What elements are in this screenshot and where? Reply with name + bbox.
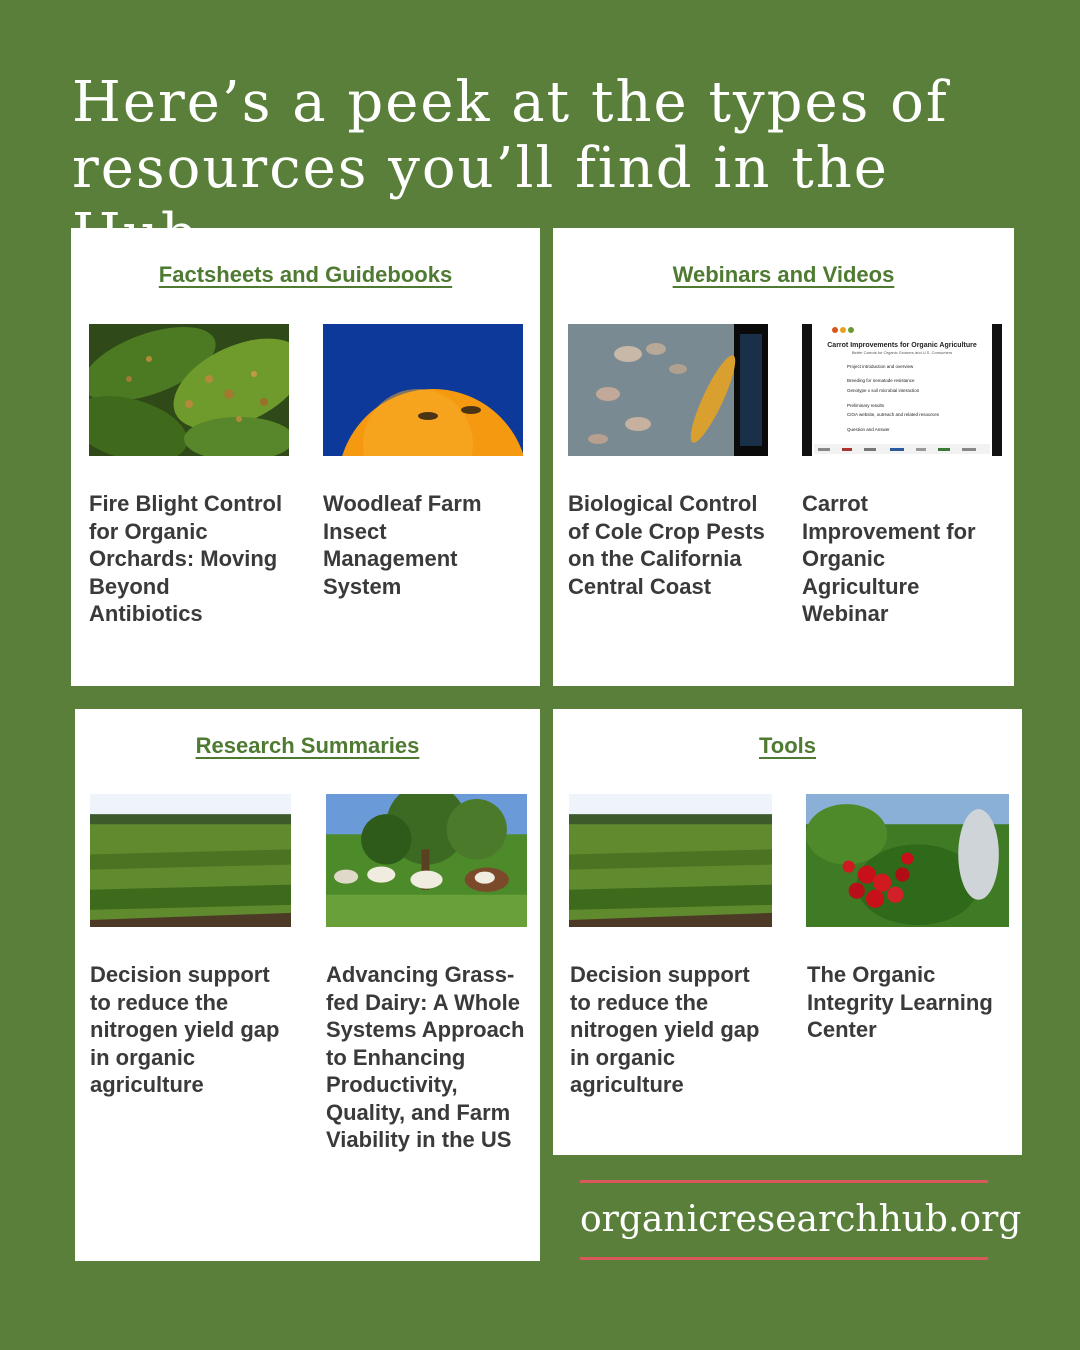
tools-card — [553, 709, 1022, 1155]
resource-title-fire-blight[interactable]: Fire Blight Control for Organic Orchards: Moving Beyond Antibiotics — [89, 491, 283, 626]
slide-bullet: Project introduction and overview — [847, 364, 914, 369]
slide-bullet: CIOA website, outreach and related resources — [847, 412, 940, 417]
orange-insect-image[interactable] — [323, 324, 523, 456]
slide-bullet: Preliminary results — [847, 403, 885, 408]
carrot-webinar-slide-thumbnail[interactable] — [802, 324, 1002, 456]
cornfield-image[interactable] — [569, 794, 772, 927]
resource-title-cole-crop[interactable]: Biological Control of Cole Crop Pests on the California Central Coast — [568, 491, 765, 599]
slide-bullet: Genotype x soil microbial interaction — [847, 388, 920, 393]
research-heading-link[interactable]: Research Summaries — [195, 733, 420, 758]
slide-bullet: Question and Answer — [847, 427, 890, 432]
website-url-link[interactable]: organicresearchhub.org — [580, 1180, 988, 1260]
resource-title-grass-fed-dairy[interactable]: Advancing Grass-fed Dairy: A Whole Systems Approach to Enhancing Productivity, Quality, and Farm Viability in the US — [326, 962, 525, 1152]
page-headline: Here’s a peek at the types of resources you’ll find in the — [72, 70, 949, 201]
dairy-cows-pasture-image[interactable] — [326, 794, 527, 927]
factsheets-card — [71, 228, 540, 686]
fire-blight-leaf-image[interactable] — [89, 324, 289, 456]
factsheets-heading-link[interactable]: Factsheets and Guidebooks — [158, 262, 453, 287]
tools-heading-link[interactable]: Tools — [758, 733, 817, 758]
slide-title: Carrot Improvements for Organic Agriculture — [827, 342, 977, 349]
resource-title-organic-integrity[interactable]: The Organic Integrity Learning Center — [807, 962, 993, 1042]
cole-crop-video-thumbnail[interactable] — [568, 324, 768, 456]
slide-subtitle: Better Carrots for Organic Growers and U.S. Consumers — [851, 350, 953, 355]
webinars-heading-link[interactable]: Webinars and Videos — [672, 262, 895, 287]
berries-plant-image[interactable] — [806, 794, 1009, 927]
research-card — [75, 709, 540, 1261]
resource-title-woodleaf[interactable]: Woodleaf Farm Insect Management System — [323, 491, 482, 599]
cornfield-image[interactable] — [90, 794, 291, 927]
resource-title-nitrogen-yield-gap[interactable]: Decision support to reduce the nitrogen yield gap in organic agriculture — [90, 962, 280, 1097]
slide-bullet: Breeding for nematode resistance — [847, 378, 915, 383]
resource-title-carrot-webinar[interactable]: Carrot Improvement for Organic Agriculture Webinar — [802, 491, 976, 626]
resource-title-nitrogen-yield-gap[interactable]: Decision support to reduce the nitrogen yield gap in organic agriculture — [570, 962, 760, 1097]
webinars-card — [553, 228, 1014, 686]
